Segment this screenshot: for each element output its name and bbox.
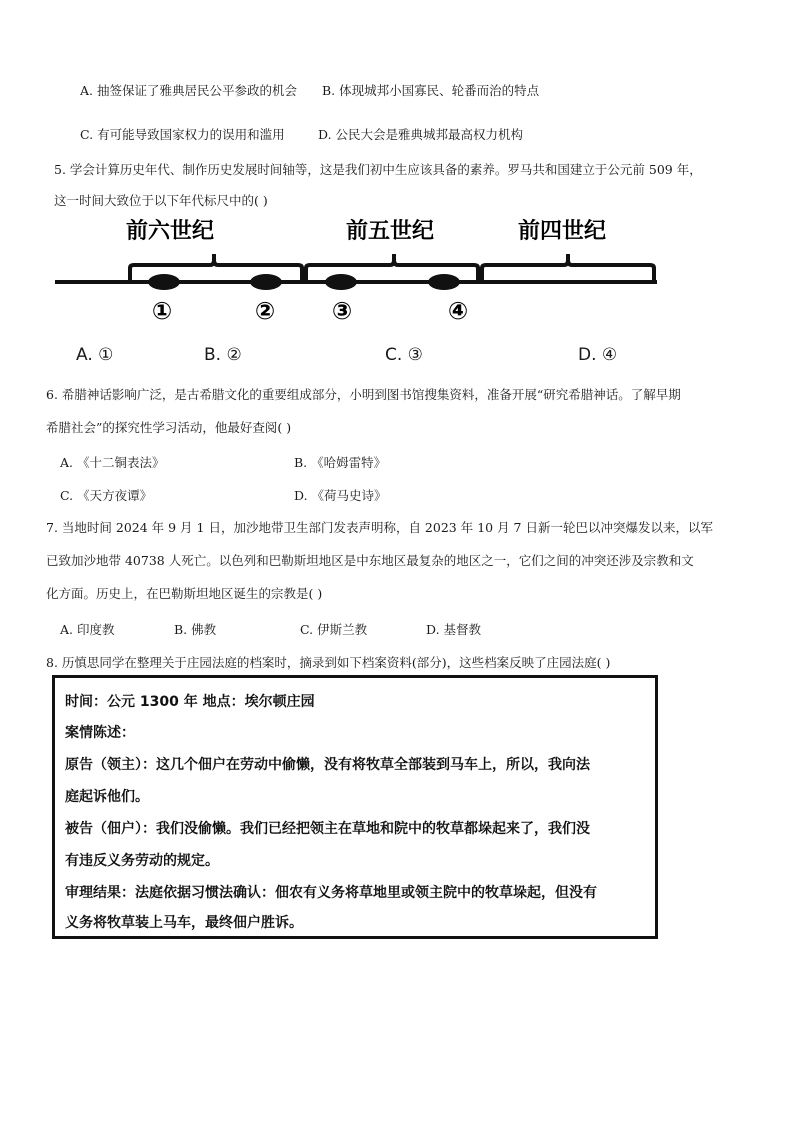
q6-stem-line2: 希腊社会”的探究性学习活动，他最好查阅( ) (46, 420, 292, 435)
q7-stem-line3: 化方面。历史上，在巴勒斯坦地区诞生的宗教是( ) (46, 586, 323, 601)
century-label-4: 前四世纪 (517, 219, 607, 244)
q4-option-a: A. 抽签保证了雅典居民公平参政的机会 (80, 83, 297, 98)
marker-dot-4 (428, 274, 460, 290)
q8-stem-line1: 8. 历慎思同学在整理关于庄园法庭的档案时，摘录到如下档案资料(部分)，这些档案反映了庄园法庭( ) (46, 655, 611, 670)
q7-option-a: A. 印度教 (60, 622, 115, 637)
q6-option-b: B. 《哈姆雷特》 (294, 455, 387, 470)
archive-verdict-line1: 审理结果：法庭依据习惯法确认：佃农有义务将草地里或领主院中的牧草垛起，但没有 (65, 885, 597, 901)
q7-option-c: C. 伊斯兰教 (300, 622, 368, 637)
q5-option-a: A. ① (76, 345, 114, 365)
q5-option-b: B. ② (204, 345, 242, 365)
archive-case-heading: 案情陈述： (65, 725, 135, 741)
q7-option-b: B. 佛教 (174, 622, 217, 637)
q4-option-b: B. 体现城邦小国寡民、轮番而治的特点 (322, 83, 540, 98)
q6-option-d: D. 《荷马史诗》 (294, 488, 387, 503)
q4-option-c: C. 有可能导致国家权力的误用和滥用 (80, 127, 285, 142)
century-label-5: 前五世纪 (345, 219, 435, 244)
timeline-figure (50, 210, 670, 330)
archive-defendant-line1: 被告（佃户）：我们没偷懒。我们已经把领主在草地和院中的牧草都垛起来了，我们没 (65, 821, 590, 837)
archive-excerpt-box (52, 675, 658, 939)
q6-stem-line1: 6. 希腊神话影响广泛，是古希腊文化的重要组成部分，小明到图书馆搜集资料，准备开展“研究希腊神话。了解早期 (46, 387, 681, 402)
marker-label-1: ① (151, 297, 173, 325)
q5-option-d: D. ④ (578, 345, 618, 365)
q5-stem-line2: 这一时间大致位于以下年代标尺中的( ) (54, 193, 268, 208)
q7-option-d: D. 基督教 (426, 622, 482, 637)
q6-option-a: A. 《十二铜表法》 (60, 455, 165, 470)
archive-plaintiff-line2: 庭起诉他们。 (65, 789, 149, 805)
q5-stem-line1: 5. 学会计算历史年代、制作历史发展时间轴等，这是我们初中生应该具备的素养。罗马共和国建立于公元前 509 年， (54, 162, 702, 177)
q7-stem-line1: 7. 当地时间 2024 年 9 月 1 日，加沙地带卫生部门发表声明称，自 2023 年 10 月 7 日新一轮巴以冲突爆发以来，以军 (46, 520, 713, 535)
archive-defendant-line2: 有违反义务劳动的规定。 (65, 853, 219, 869)
q5-option-c: C. ③ (385, 345, 423, 365)
q6-option-c: C. 《天方夜谭》 (60, 488, 153, 503)
q4-option-d: D. 公民大会是雅典城邦最高权力机构 (318, 127, 524, 142)
marker-label-2: ② (254, 297, 276, 325)
archive-time-place: 时间：公元 1300 年 地点：埃尔顿庄园 (65, 694, 315, 710)
q7-stem-line2: 已致加沙地带 40738 人死亡。以色列和巴勒斯坦地区是中东地区最复杂的地区之一，它们之间的冲突还涉及宗教和文 (46, 553, 694, 568)
archive-plaintiff-line1: 原告（领主）：这几个佃户在劳动中偷懒，没有将牧草全部装到马车上，所以，我向法 (65, 757, 590, 773)
marker-dot-3 (325, 274, 357, 290)
marker-dot-2 (250, 274, 282, 290)
marker-label-4: ④ (447, 297, 469, 325)
century-label-6: 前六世纪 (125, 219, 215, 244)
marker-label-3: ③ (331, 297, 353, 325)
timeline-scale (50, 210, 670, 330)
brace-4th-century (482, 254, 654, 282)
archive-verdict-line2: 义务将牧草装上马车，最终佃户胜诉。 (65, 915, 303, 931)
marker-dot-1 (148, 274, 180, 290)
